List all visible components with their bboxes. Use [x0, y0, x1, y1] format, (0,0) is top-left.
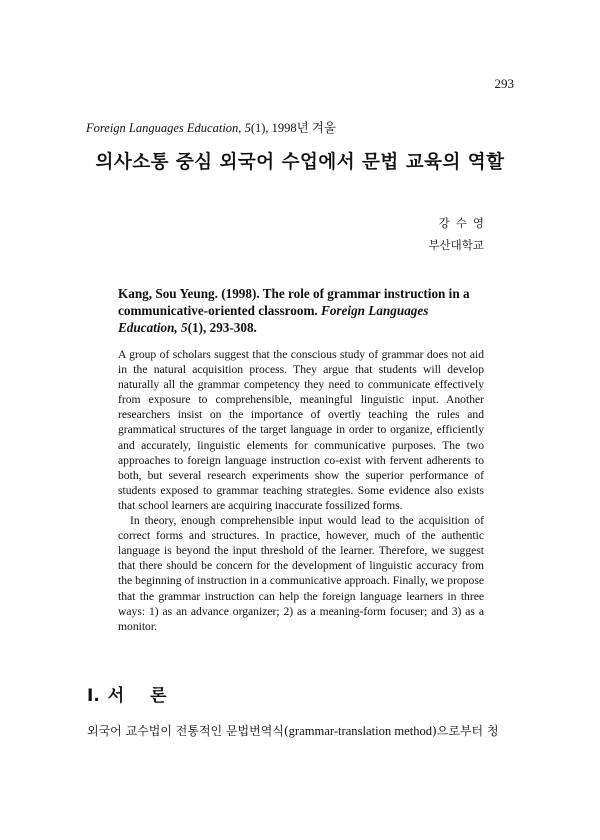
- citation-volume: 5: [181, 320, 188, 335]
- citation-journal: Foreign Languages Education,: [118, 303, 429, 335]
- journal-header: [86, 118, 336, 136]
- abstract-paragraph: A group of scholars suggest that the conscious study of grammar does not aid in the natural acquisition process. They argue that students will develop naturally all the grammar competency they need to communicate effectively from exposure to comprehensible, meaningful linguistic input. Another researchers insist on the importance of overtly teaching the rules and grammatical structures of the target language in order to organize, efficiently and accurately, linguistic elements for communicative purposes. The two approaches to foreign language instruction co-exist with fervent adherents to both, but several research experiments show the superior performance of students exposed to grammar teaching strategies. Some evidence also exists that school learners are acquiring inaccurate fossilized forms.: [118, 348, 484, 512]
- intro-text-before: 외국어 교수법이 전통적인 문법번역식(: [87, 724, 289, 738]
- author-block: [428, 212, 490, 256]
- intro-text-after: )으로부터 청: [432, 724, 499, 738]
- intro-latin: grammar-translation method: [288, 724, 433, 738]
- paper-title: 의사소통 중심 외국어 수업에서 문법 교육의 역할: [95, 152, 505, 173]
- author-affiliation: 부산대학교: [428, 238, 484, 252]
- section-heading: [87, 681, 177, 706]
- journal-issue-year: (1), 1998년 겨울: [250, 121, 336, 135]
- citation: [118, 285, 484, 336]
- section-title: 서 론: [107, 686, 177, 706]
- author-name: 강수영: [438, 216, 490, 230]
- intro-paragraph: [87, 722, 527, 739]
- section-number: Ⅰ.: [87, 686, 100, 706]
- abstract: [118, 347, 484, 634]
- page-number: 293: [494, 76, 514, 91]
- citation-pages: (1), 293-308.: [187, 320, 257, 335]
- journal-name: Foreign Languages Education,: [86, 121, 242, 135]
- journal-volume: 5: [244, 121, 251, 135]
- abstract-paragraph: In theory, enough comprehensible input would lead to the acquisition of correct forms and structures. In practice, however, much of the authentic language is beyond the input threshold of the learner. Therefore, we suggest that there should be concern for the development of linguistic accuracy from the beginning of instruction in a communicative approach. Finally, we propose that the grammar instruction can help the foreign language learners in three ways: 1) as an advance organizer; 2) as a meaning-form focuser; and 3) as a monitor.: [118, 514, 484, 633]
- citation-text: Kang, Sou Yeung. (1998). The role of grammar instruction in a communicative-oriented classroom.: [118, 286, 470, 318]
